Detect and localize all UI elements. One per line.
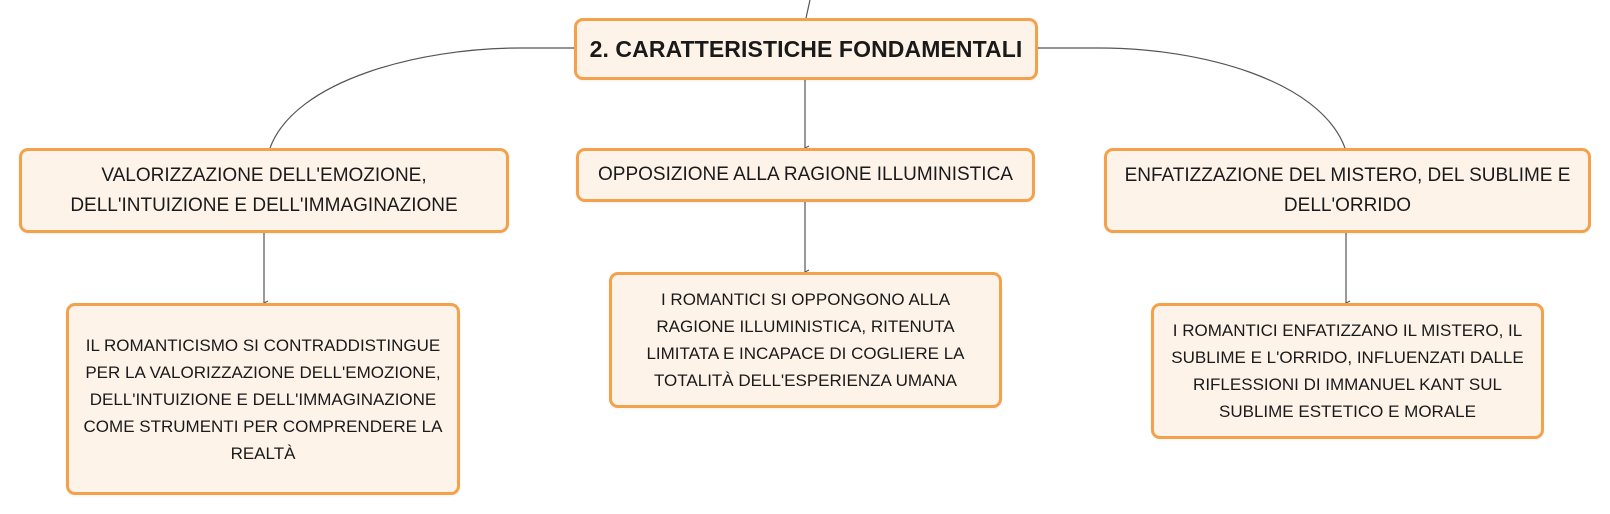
branch-node-ragione[interactable]	[576, 148, 1035, 202]
detail-node-mistero[interactable]	[1151, 303, 1544, 439]
branch-label: VALORIZZAZIONE DELL'EMOZIONE, DELL'INTUIZIONE E DELL'IMMAGINAZIONE	[70, 164, 458, 216]
connector-incoming	[806, 0, 810, 18]
connector-root-branch-1	[270, 48, 576, 148]
root-node[interactable]	[574, 18, 1038, 80]
detail-node-emozione[interactable]	[66, 303, 460, 495]
branch-label: OPPOSIZIONE ALLA RAGIONE ILLUMINISTICA	[598, 164, 1013, 185]
detail-text: IL ROMANTICISMO SI CONTRADDISTINGUE PER LA VALORIZZAZIONE DELL'EMOZIONE, DELL'INTUIZIONE E DELL'IMMAGINAZIONE COME STRUMENTI PER COMPRENDERE LA REALTÀ	[83, 335, 443, 463]
connector-root-branch-3	[1038, 48, 1345, 148]
branch-node-mistero[interactable]	[1104, 148, 1591, 233]
root-label: 2. CARATTERISTICHE FONDAMENTALI	[589, 35, 1023, 62]
branch-label: ENFATIZZAZIONE DEL MISTERO, DEL SUBLIME E DELL'ORRIDO	[1124, 164, 1571, 216]
detail-text: I ROMANTICI SI OPPONGONO ALLA RAGIONE ILLUMINISTICA, RITENUTA LIMITATA E INCAPACE DI COGLIERE LA TOTALITÀ DELL'ESPERIENZA UMANA	[646, 290, 965, 390]
detail-text: I ROMANTICI ENFATIZZANO IL MISTERO, IL SUBLIME E L'ORRIDO, INFLUENZATI DALLE RIFLESSIONI DI IMMANUEL KANT SUL SUBLIME ESTETICO E MORALE	[1171, 321, 1524, 421]
branch-node-emozione[interactable]	[19, 148, 509, 233]
detail-node-ragione[interactable]	[609, 272, 1002, 408]
